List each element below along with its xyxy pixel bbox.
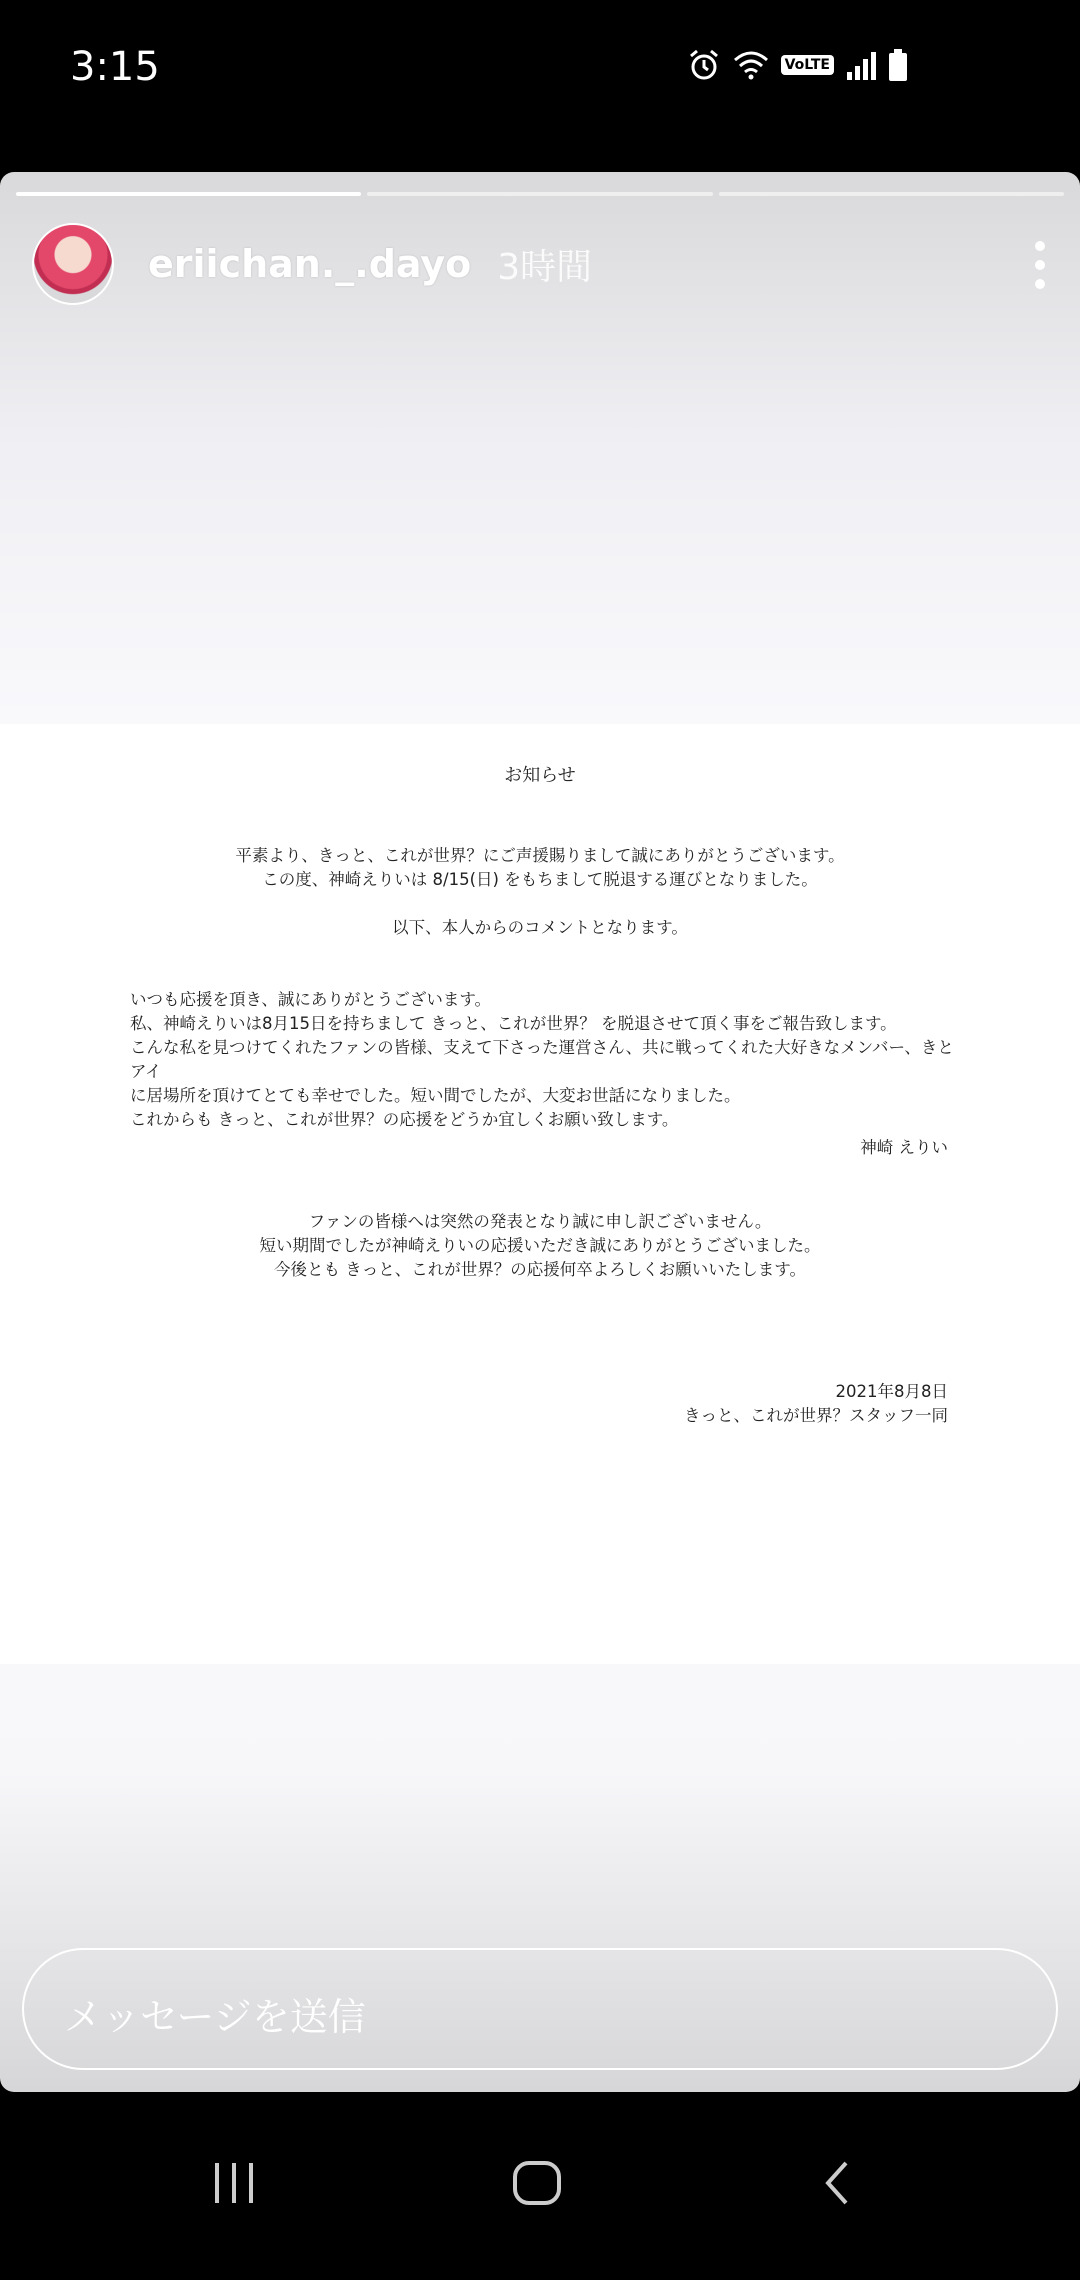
wifi-icon <box>733 50 769 80</box>
alarm-icon <box>687 48 721 82</box>
notice-title: お知らせ <box>504 765 576 786</box>
notice-intro-line: 平素より、きっと、これが世界？にご声援賜りまして誠にありがとうございます。 <box>235 846 845 865</box>
avatar[interactable] <box>32 223 114 305</box>
more-vertical-icon[interactable] <box>1032 240 1048 290</box>
apology-line: 今後とも きっと、これが世界？の応援何卒よろしくお願いいたします。 <box>274 1260 806 1279</box>
signal-icon <box>846 50 876 80</box>
back-icon[interactable] <box>822 2160 852 2206</box>
apology <box>0 1210 1080 1282</box>
comment-line: に居場所を頂けてとても幸せでした。短い間でしたが、大変お世話になりました。 <box>130 1086 741 1105</box>
apology-line: 短い期間でしたが神崎えりいの応援いただき誠にありがとうございました。 <box>259 1236 821 1255</box>
notice-footer <box>684 1380 948 1428</box>
progress-segment <box>16 192 361 196</box>
apology-line: ファンの皆様へは突然の発表となり誠に申し訳ございません。 <box>308 1212 772 1231</box>
message-placeholder: メッセージを送信 <box>64 1995 366 2039</box>
signature: 神崎 えりい <box>860 1138 948 1157</box>
notice-intro-line: この度、神崎えりいは 8/15(日) をもちまして脱退する運びとなりました。 <box>262 870 818 889</box>
member-comment <box>130 988 970 1132</box>
username[interactable]: eriichan._.dayo <box>148 242 472 286</box>
notice-intro <box>0 844 1080 892</box>
home-icon[interactable] <box>512 2160 562 2206</box>
story-viewer[interactable] <box>0 172 1080 2092</box>
story-progress <box>16 192 1064 196</box>
status-bar <box>0 0 1080 140</box>
comment-line: こんな私を見つけてくれたファンの皆様、支えて下さった運営さん、共に戦ってくれた大好きなメンバー、きとアイ <box>130 1038 954 1081</box>
volte-badge: VoLTE <box>781 55 834 75</box>
status-time: 3:15 <box>70 44 160 90</box>
navigation-bar <box>0 2100 1080 2280</box>
comment-line: これからも きっと、これが世界？の応援をどうか宜しくお願い致します。 <box>130 1110 679 1129</box>
notice-document <box>0 724 1080 1664</box>
status-icons <box>687 48 908 82</box>
comment-line: いつも応援を頂き、誠にありがとうございます。 <box>130 990 492 1009</box>
progress-segment <box>719 192 1064 196</box>
progress-segment <box>367 192 712 196</box>
comment-intro: 以下、本人からのコメントとなります。 <box>392 918 688 937</box>
recent-apps-icon[interactable] <box>212 2160 258 2206</box>
battery-icon <box>888 49 908 81</box>
notice-date: 2021年8月8日 <box>835 1382 948 1401</box>
story-header <box>32 222 1048 306</box>
notice-staff: きっと、これが世界？スタッフ一同 <box>684 1406 948 1425</box>
message-input[interactable] <box>22 1948 1058 2070</box>
comment-line: 私、神崎えりいは8月15日を持ちまして きっと、これが世界？ を脱退させて頂く事をご報告致します。 <box>130 1014 897 1033</box>
time-ago: 3時間 <box>497 246 593 288</box>
